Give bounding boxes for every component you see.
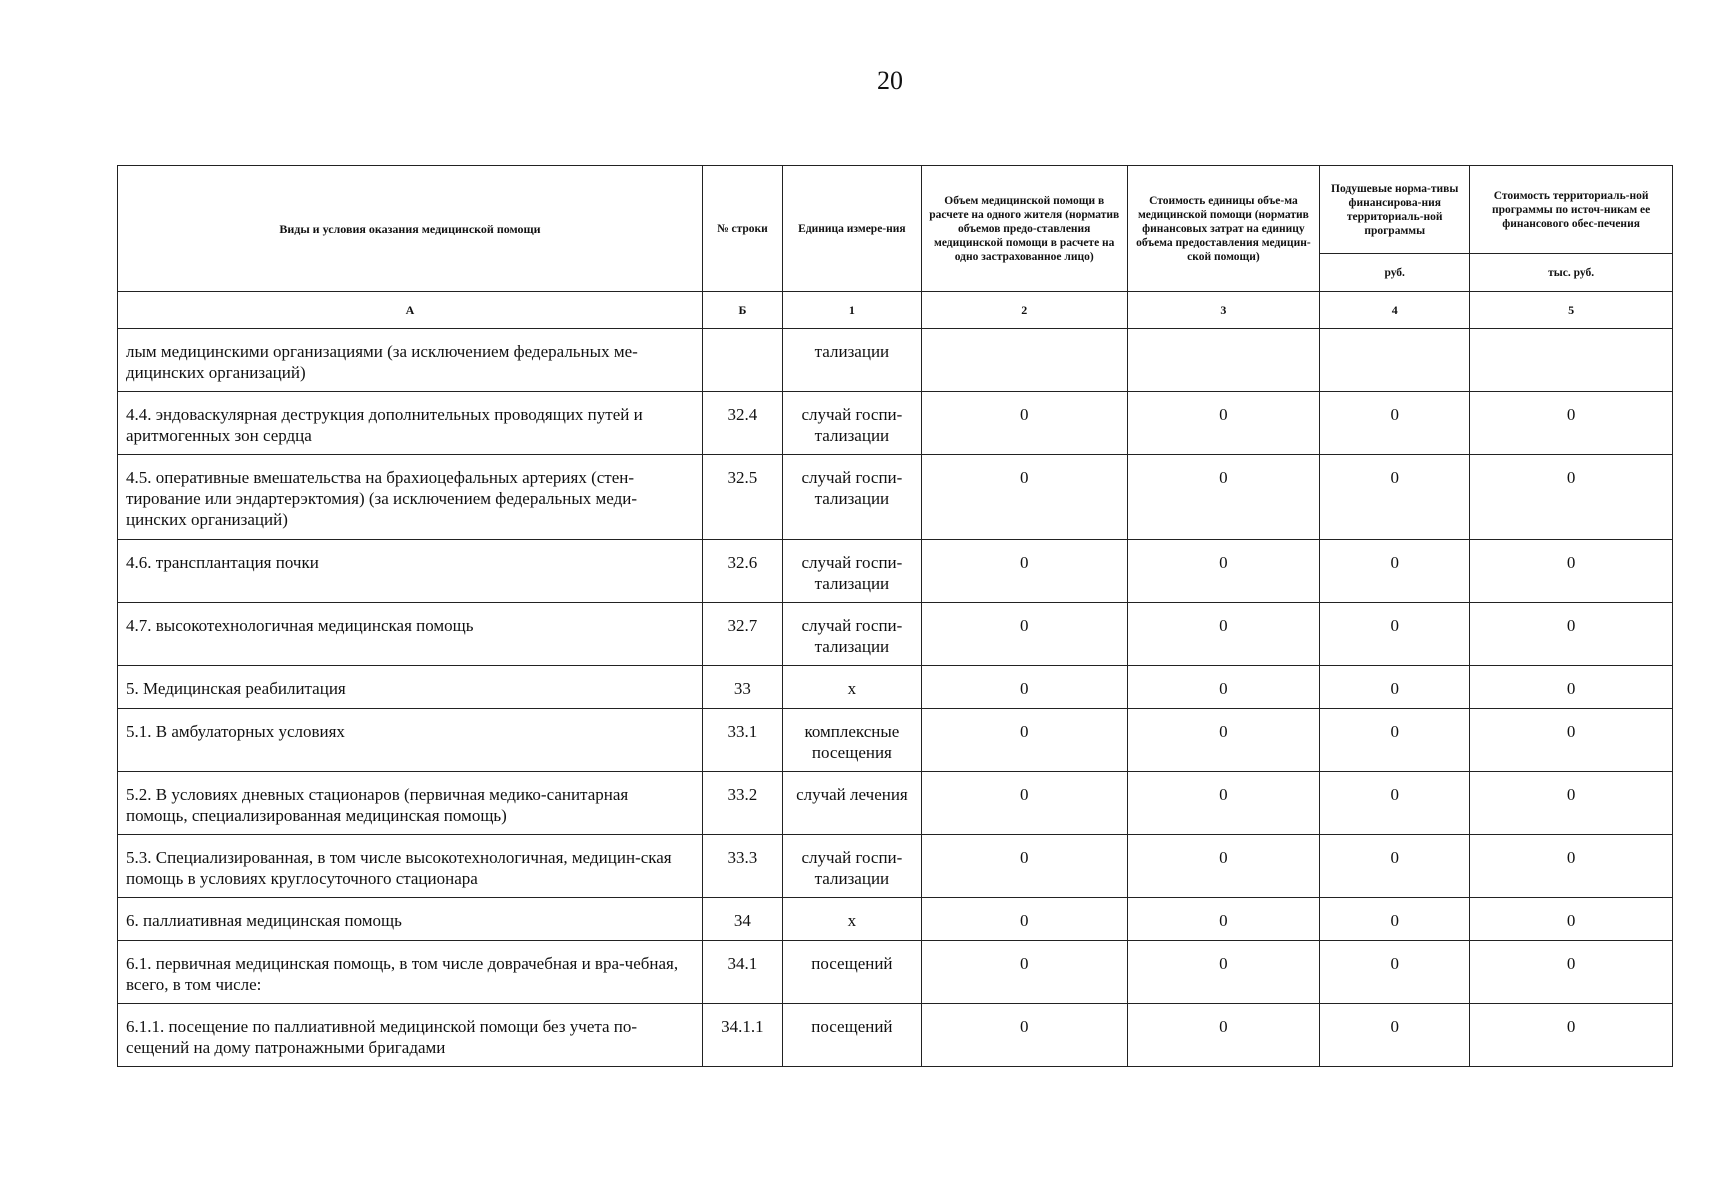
row-number-cell: 32.7 bbox=[702, 603, 782, 666]
unit-cell: случай госпи-тализации bbox=[782, 835, 921, 898]
unit-cell: случай госпи-тализации bbox=[782, 455, 921, 540]
header-unit-cost: Стоимость единицы объе-ма медицинской помощи (норматив финансовых затрат на единицу объема предоставления медицин-ской помощи) bbox=[1127, 166, 1320, 292]
table-row bbox=[118, 603, 1673, 666]
unit-cost-cell: 0 bbox=[1127, 603, 1320, 666]
program-cost-cell: 0 bbox=[1470, 772, 1673, 835]
per-capita-cell bbox=[1320, 329, 1470, 392]
table-row bbox=[118, 835, 1673, 898]
care-type-cell: 5. Медицинская реабилитация bbox=[118, 666, 703, 709]
table-row bbox=[118, 540, 1673, 603]
row-number-cell: 34 bbox=[702, 898, 782, 941]
unit-cell: тализации bbox=[782, 329, 921, 392]
volume-cell: 0 bbox=[921, 1004, 1127, 1067]
header-unit: Единица измере-ния bbox=[782, 166, 921, 292]
program-cost-cell: 0 bbox=[1470, 941, 1673, 1004]
column-letter: 3 bbox=[1127, 292, 1320, 329]
row-number-cell: 32.4 bbox=[702, 392, 782, 455]
unit-cost-cell: 0 bbox=[1127, 709, 1320, 772]
program-cost-cell: 0 bbox=[1470, 835, 1673, 898]
per-capita-cell: 0 bbox=[1320, 709, 1470, 772]
unit-cell: случай лечения bbox=[782, 772, 921, 835]
column-letter: 2 bbox=[921, 292, 1127, 329]
medical-care-table bbox=[117, 165, 1673, 1067]
unit-cell: х bbox=[782, 898, 921, 941]
program-cost-cell: 0 bbox=[1470, 455, 1673, 540]
row-number-cell: 32.5 bbox=[702, 455, 782, 540]
volume-cell: 0 bbox=[921, 540, 1127, 603]
unit-cost-cell bbox=[1127, 329, 1320, 392]
care-type-cell: 4.4. эндоваскулярная деструкция дополнительных проводящих путей и аритмогенных зон сердца bbox=[118, 392, 703, 455]
volume-cell bbox=[921, 329, 1127, 392]
volume-cell: 0 bbox=[921, 603, 1127, 666]
per-capita-cell: 0 bbox=[1320, 1004, 1470, 1067]
care-type-cell: 4.7. высокотехнологичная медицинская помощь bbox=[118, 603, 703, 666]
care-type-cell: 6.1.1. посещение по паллиативной медицинской помощи без учета по-сещений на дому патронажными бригадами bbox=[118, 1004, 703, 1067]
column-letter: 4 bbox=[1320, 292, 1470, 329]
unit-cost-cell: 0 bbox=[1127, 835, 1320, 898]
table-row bbox=[118, 1004, 1673, 1067]
header-volume-per-resident: Объем медицинской помощи в расчете на одного жителя (норматив объемов предо-ставления медицинской помощи в расчете на одно застрахованное лицо) bbox=[921, 166, 1127, 292]
row-number-cell: 33.3 bbox=[702, 835, 782, 898]
column-letter: 1 bbox=[782, 292, 921, 329]
column-letter: 5 bbox=[1470, 292, 1673, 329]
table-row bbox=[118, 709, 1673, 772]
unit-cost-cell: 0 bbox=[1127, 540, 1320, 603]
row-number-cell bbox=[702, 329, 782, 392]
table-row bbox=[118, 455, 1673, 540]
per-capita-cell: 0 bbox=[1320, 392, 1470, 455]
unit-cost-cell: 0 bbox=[1127, 898, 1320, 941]
column-letter: А bbox=[118, 292, 703, 329]
unit-cost-cell: 0 bbox=[1127, 455, 1320, 540]
care-type-cell: 5.1. В амбулаторных условиях bbox=[118, 709, 703, 772]
unit-cost-cell: 0 bbox=[1127, 1004, 1320, 1067]
unit-cost-cell: 0 bbox=[1127, 772, 1320, 835]
care-type-cell: 5.2. В условиях дневных стационаров (первичная медико-санитарная помощь, специализированная медицинская помощь) bbox=[118, 772, 703, 835]
unit-cell: посещений bbox=[782, 1004, 921, 1067]
care-type-cell: 6. паллиативная медицинская помощь bbox=[118, 898, 703, 941]
unit-cell: случай госпи-тализации bbox=[782, 540, 921, 603]
table-row bbox=[118, 666, 1673, 709]
program-cost-cell: 0 bbox=[1470, 666, 1673, 709]
header-per-capita-norms: Подушевые норма-тивы финансирова-ния территориаль-ной программы bbox=[1320, 166, 1470, 254]
care-type-cell: 4.6. трансплантация почки bbox=[118, 540, 703, 603]
per-capita-cell: 0 bbox=[1320, 455, 1470, 540]
unit-cell: случай госпи-тализации bbox=[782, 392, 921, 455]
per-capita-cell: 0 bbox=[1320, 666, 1470, 709]
per-capita-cell: 0 bbox=[1320, 603, 1470, 666]
unit-cell: посещений bbox=[782, 941, 921, 1004]
volume-cell: 0 bbox=[921, 666, 1127, 709]
row-number-cell: 33 bbox=[702, 666, 782, 709]
program-cost-cell: 0 bbox=[1470, 392, 1673, 455]
unit-cell: случай госпи-тализации bbox=[782, 603, 921, 666]
page-number: 20 bbox=[877, 66, 903, 95]
unit-cell: комплексные посещения bbox=[782, 709, 921, 772]
table-row bbox=[118, 392, 1673, 455]
per-capita-cell: 0 bbox=[1320, 540, 1470, 603]
program-cost-cell: 0 bbox=[1470, 1004, 1673, 1067]
program-cost-cell: 0 bbox=[1470, 540, 1673, 603]
row-number-cell: 33.1 bbox=[702, 709, 782, 772]
header-row-number: № строки bbox=[702, 166, 782, 292]
column-letter: Б bbox=[702, 292, 782, 329]
volume-cell: 0 bbox=[921, 941, 1127, 1004]
table-row bbox=[118, 329, 1673, 392]
volume-cell: 0 bbox=[921, 392, 1127, 455]
care-type-cell: 5.3. Специализированная, в том числе высокотехнологичная, медицин-ская помощь в условиях круглосуточного стационара bbox=[118, 835, 703, 898]
care-type-cell: лым медицинскими организациями (за исключением федеральных ме-дицинских организаций) bbox=[118, 329, 703, 392]
table-row bbox=[118, 941, 1673, 1004]
header-care-type: Виды и условия оказания медицинской помощи bbox=[118, 166, 703, 292]
care-type-cell: 4.5. оперативные вмешательства на брахиоцефальных артериях (стен-тирование или эндартерэктомия) (за исключением федеральных меди-цинских организаций) bbox=[118, 455, 703, 540]
volume-cell: 0 bbox=[921, 835, 1127, 898]
unit-cost-cell: 0 bbox=[1127, 666, 1320, 709]
unit-cost-cell: 0 bbox=[1127, 941, 1320, 1004]
per-capita-cell: 0 bbox=[1320, 898, 1470, 941]
program-cost-cell: 0 bbox=[1470, 898, 1673, 941]
program-cost-cell: 0 bbox=[1470, 709, 1673, 772]
table-row bbox=[118, 772, 1673, 835]
unit-cell: х bbox=[782, 666, 921, 709]
unit-cost-cell: 0 bbox=[1127, 392, 1320, 455]
row-number-cell: 32.6 bbox=[702, 540, 782, 603]
row-number-cell: 34.1.1 bbox=[702, 1004, 782, 1067]
program-cost-cell: 0 bbox=[1470, 603, 1673, 666]
volume-cell: 0 bbox=[921, 772, 1127, 835]
volume-cell: 0 bbox=[921, 709, 1127, 772]
header-unit-thousand-rub: тыс. руб. bbox=[1470, 254, 1673, 292]
header-program-cost: Стоимость территориаль-ной программы по источ-никам ее финансового обес-печения bbox=[1470, 166, 1673, 254]
per-capita-cell: 0 bbox=[1320, 772, 1470, 835]
program-cost-cell bbox=[1470, 329, 1673, 392]
volume-cell: 0 bbox=[921, 455, 1127, 540]
row-number-cell: 34.1 bbox=[702, 941, 782, 1004]
per-capita-cell: 0 bbox=[1320, 835, 1470, 898]
row-number-cell: 33.2 bbox=[702, 772, 782, 835]
table-row bbox=[118, 898, 1673, 941]
care-type-cell: 6.1. первичная медицинская помощь, в том числе доврачебная и вра-чебная, всего, в том числе: bbox=[118, 941, 703, 1004]
volume-cell: 0 bbox=[921, 898, 1127, 941]
header-unit-rub: руб. bbox=[1320, 254, 1470, 292]
per-capita-cell: 0 bbox=[1320, 941, 1470, 1004]
